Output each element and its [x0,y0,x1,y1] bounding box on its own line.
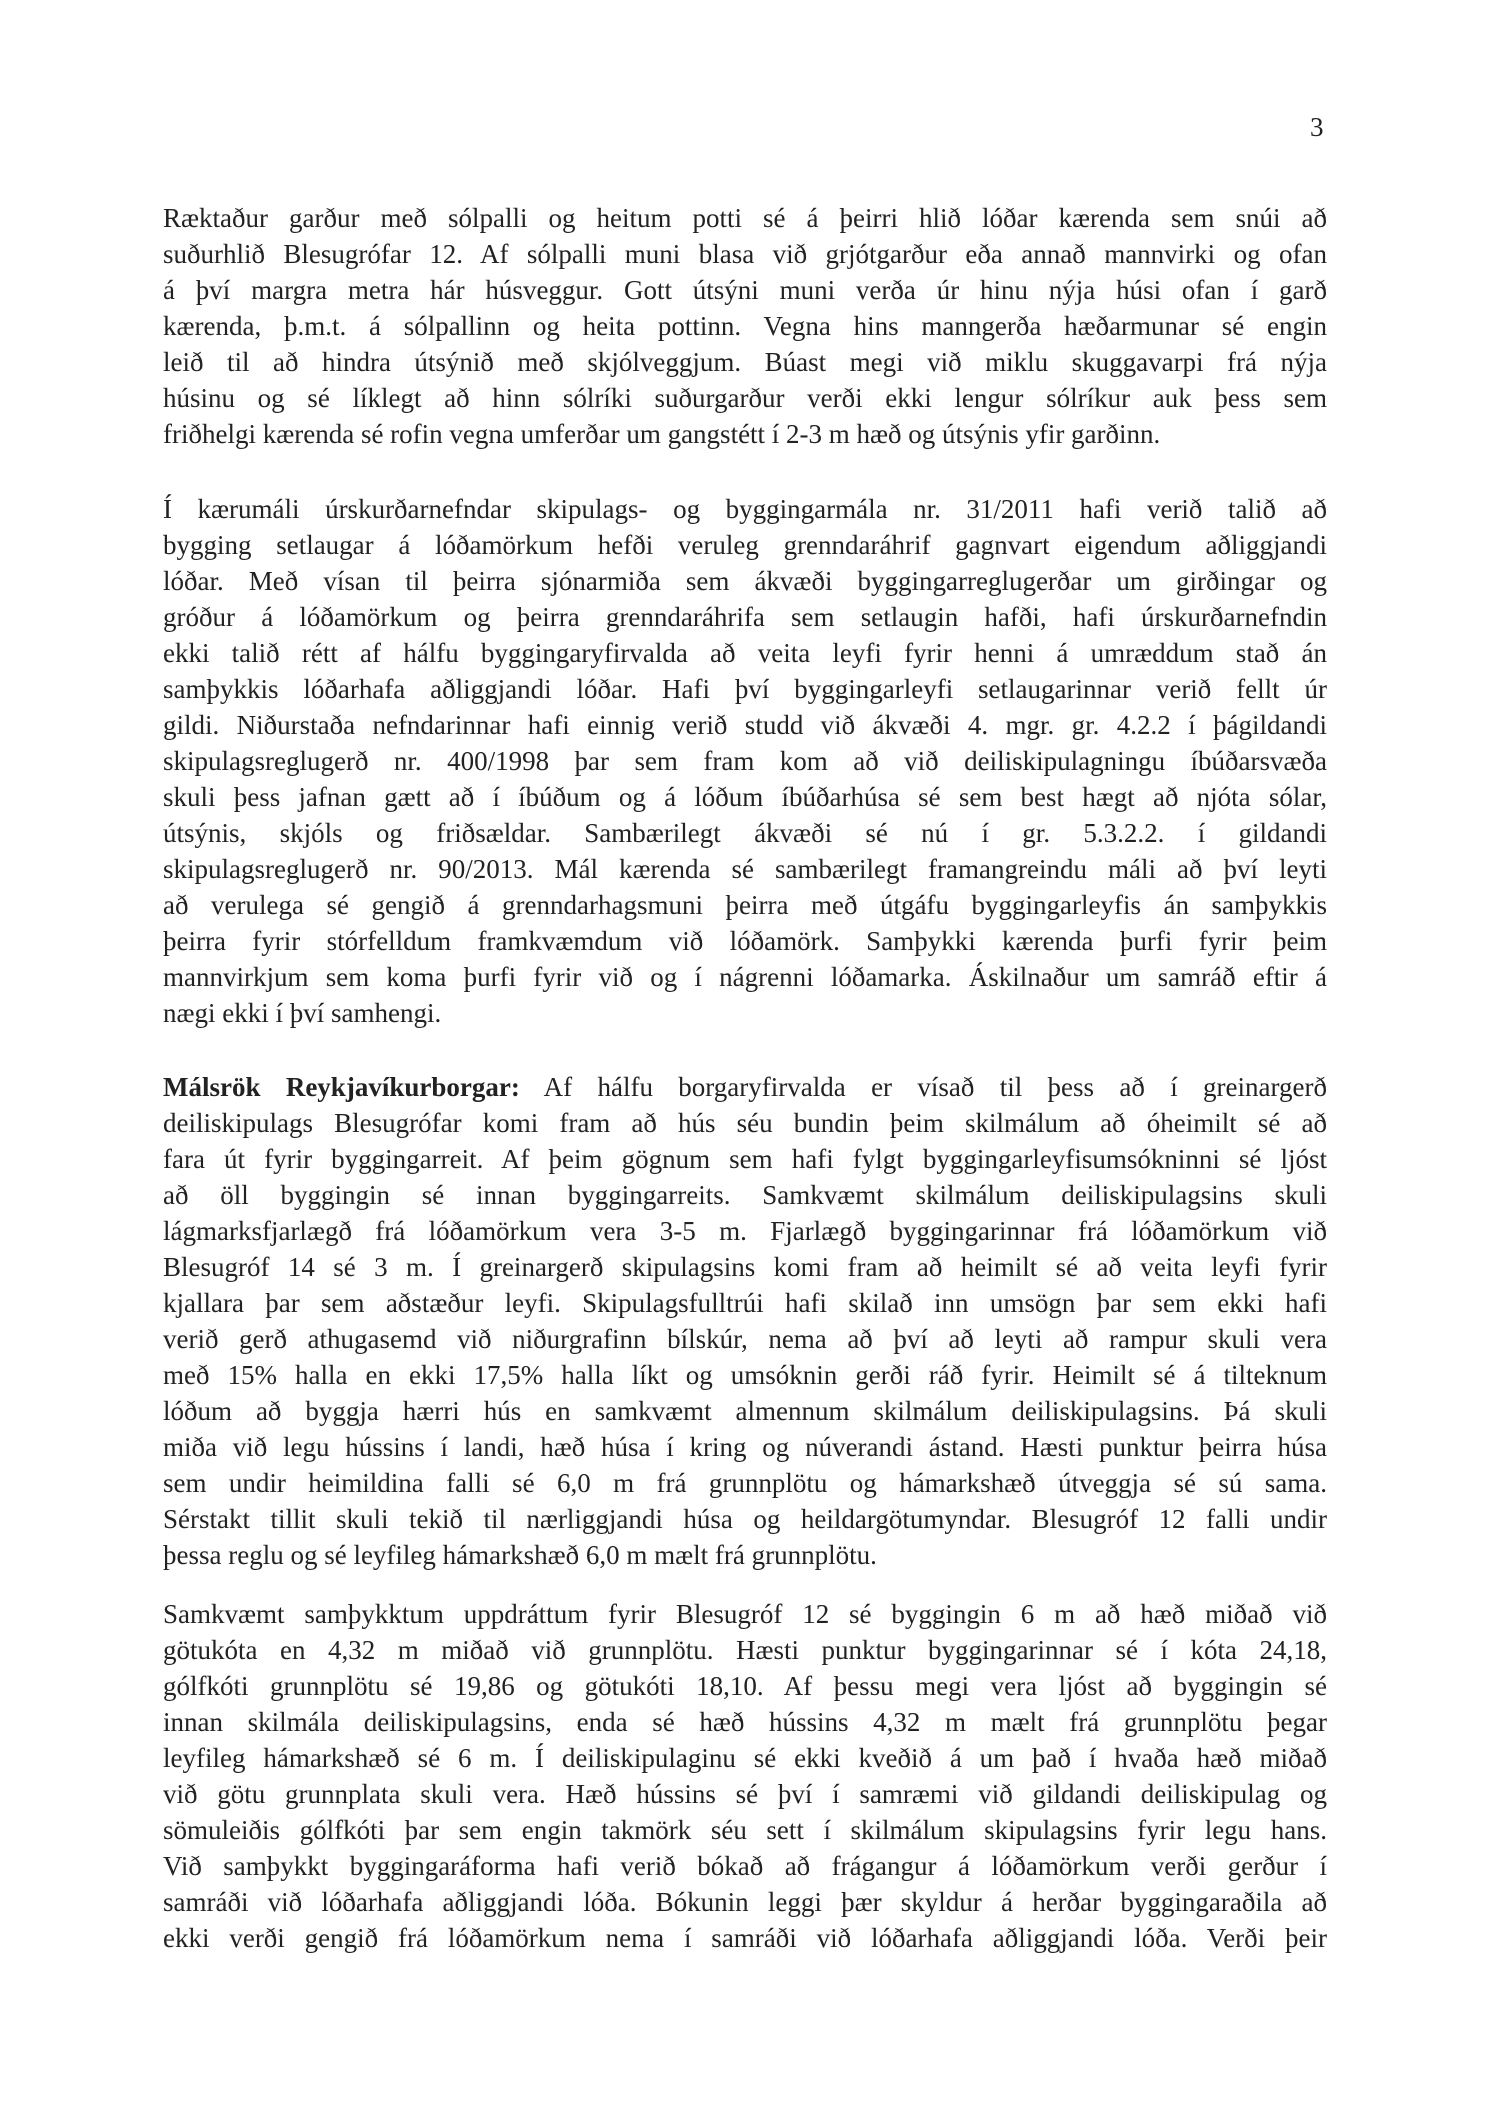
text-line: gólfkóti grunnplötu sé 19,86 og götukóti 18,10. Af þessu megi vera ljóst að byggingin sé [163,1671,1327,1701]
text-line: mannvirkjum sem koma þurfi fyrir við og í nágrenni lóðamarka. Áskilnaður um samráð eftir á [163,962,1327,992]
text-line: kærenda, þ.m.t. á sólpallinn og heita pottinn. Vegna hins manngerða hæðarmunar sé engin [163,311,1327,341]
text-line: deiliskipulags Blesugrófar komi fram að hús séu bundin þeim skilmálum að óheimilt sé að [163,1108,1327,1138]
text-line: kjallara þar sem aðstæður leyfi. Skipulagsfulltrúi hafi skilað inn umsögn þar sem ekki hafi [163,1288,1327,1318]
paragraph-precedent-case [163,491,1327,1031]
text-line: að öll byggingin sé innan byggingarreits. Samkvæmt skilmálum deiliskipulagsins skuli [163,1180,1327,1210]
text-line: suðurhlið Blesugrófar 12. Af sólpalli muni blasa við grjótgarður eða annað mannvirki og ofan [163,239,1327,269]
text-line: Ræktaður garður með sólpalli og heitum potti sé á þeirri hlið lóðar kærenda sem snúi að [163,203,1327,233]
text-line: ekki verði gengið frá lóðamörkum nema í samráði við lóðarhafa aðliggjandi lóða. Verði þeir [163,1923,1327,1953]
section-heading: Málsrök Reykjavíkurborgar: [163,1072,520,1102]
text-line: Blesugróf 14 sé 3 m. Í greinargerð skipulagsins komi fram að heimilt sé að veita leyfi fyrir [163,1252,1327,1282]
text-line: leið til að hindra útsýnið með skjólveggjum. Búast megi við miklu skuggavarpi frá nýja [163,347,1327,377]
text-line: Við samþykkt byggingaráforma hafi verið bókað að frágangur á lóðamörkum verði gerður í [163,1851,1327,1881]
text-line: útsýnis, skjóls og friðsældar. Sambærilegt ákvæði sé nú í gr. 5.3.2.2. í gildandi [163,818,1327,848]
text-line: með 15% halla en ekki 17,5% halla líkt og umsóknin gerði ráð fyrir. Heimilt sé á tilteknum [163,1360,1327,1390]
text-line: gróður á lóðamörkum og þeirra grenndaráhrifa sem setlaugin hafði, hafi úrskurðarnefndin [163,602,1327,632]
text-line: samráði við lóðarhafa aðliggjandi lóða. Bókunin leggi þær skyldur á herðar byggingaraðila að [163,1887,1327,1917]
text-line: götukóta en 4,32 m miðað við grunnplötu. Hæsti punktur byggingarinnar sé í kóta 24,18, [163,1635,1327,1665]
text-line: fara út fyrir byggingarreit. Af þeim gögnum sem hafi fylgt byggingarleyfisumsókninni sé ljóst [163,1144,1327,1174]
paragraph-city-arguments [163,1069,1327,1573]
text-line-content: Af hálfu borgaryfirvalda er vísað til þess að í greinargerð [519,1072,1327,1102]
text-line: leyfileg hámarkshæð sé 6 m. Í deiliskipulaginu sé ekki kveðið á um það í hvaða hæð miðað [163,1743,1327,1773]
text-line: þeirra fyrir stórfelldum framkvæmdum við lóðamörk. Samþykki kærenda þurfi fyrir þeim [163,926,1327,956]
text-line: innan skilmála deiliskipulagsins, enda sé hæð hússins 4,32 m mælt frá grunnplötu þegar [163,1707,1327,1737]
page-number: 3 [1310,112,1324,142]
paragraph-complainant-garden [163,200,1327,452]
text-line: lágmarksfjarlægð frá lóðamörkum vera 3-5 m. Fjarlægð byggingarinnar frá lóðamörkum við [163,1216,1327,1246]
text-line: þessa reglu og sé leyfileg hámarkshæð 6,0 m mælt frá grunnplötu. [163,1540,877,1570]
text-line: Í kærumáli úrskurðarnefndar skipulags- og byggingarmála nr. 31/2011 hafi verið talið að [163,494,1327,524]
text-line: við götu grunnplata skuli vera. Hæð hússins sé því í samræmi við gildandi deiliskipulag og [163,1779,1327,1809]
text-line: gildi. Niðurstaða nefndarinnar hafi einnig verið studd við ákvæði 4. mgr. gr. 4.2.2 í þágildandi [163,710,1327,740]
text-line: lóðar. Með vísan til þeirra sjónarmiða sem ákvæði byggingarreglugerðar um girðingar og [163,566,1327,596]
text-line: ekki talið rétt af hálfu byggingaryfirvalda að veita leyfi fyrir henni á umræddum stað án [163,638,1327,668]
text-line: sem undir heimildina falli sé 6,0 m frá grunnplötu og hámarkshæð útveggja sé sú sama. [163,1468,1327,1498]
text-line: Samkvæmt samþykktum uppdráttum fyrir Blesugróf 12 sé byggingin 6 m að hæð miðað við [163,1599,1327,1629]
text-line: samþykkis lóðarhafa aðliggjandi lóðar. Hafi því byggingarleyfi setlaugarinnar verið fellt úr [163,674,1327,704]
text-line [163,1069,1327,1105]
text-line: Sérstakt tillit skuli tekið til nærliggjandi húsa og heildargötumyndar. Blesugróf 12 falli undir [163,1504,1327,1534]
text-line: húsinu og sé líklegt að hinn sólríki suðurgarður verði ekki lengur sólríkur auk þess sem [163,383,1327,413]
paragraph-approved-drawings [163,1596,1327,1956]
text-line: skipulagsreglugerð nr. 90/2013. Mál kærenda sé sambærilegt framangreindu máli að því leyti [163,854,1327,884]
text-line: friðhelgi kærenda sé rofin vegna umferðar um gangstétt í 2-3 m hæð og útsýnis yfir garðinn. [163,419,1161,449]
text-line: á því margra metra hár húsveggur. Gott útsýni muni verða úr hinu nýja húsi ofan í garð [163,275,1327,305]
text-line: lóðum að byggja hærri hús en samkvæmt almennum skilmálum deiliskipulagsins. Þá skuli [163,1396,1327,1426]
text-line: skuli þess jafnan gætt að í íbúðum og á lóðum íbúðarhúsa sé sem best hægt að njóta sólar, [163,782,1327,812]
text-line: sömuleiðis gólfkóti þar sem engin takmörk séu sett í skilmálum skipulagsins fyrir legu hans. [163,1815,1327,1845]
text-line: miða við legu hússins í landi, hæð húsa í kring og núverandi ástand. Hæsti punktur þeirra húsa [163,1432,1327,1462]
text-line: bygging setlaugar á lóðamörkum hefði veruleg grenndaráhrif gagnvart eigendum aðliggjandi [163,530,1327,560]
text-line: nægi ekki í því samhengi. [163,998,442,1028]
text-line: skipulagsreglugerð nr. 400/1998 þar sem fram kom að við deiliskipulagningu íbúðarsvæða [163,746,1327,776]
text-line: að verulega sé gengið á grenndarhagsmuni þeirra með útgáfu byggingarleyfis án samþykkis [163,890,1327,920]
text-line: verið gerð athugasemd við niðurgrafinn bílskúr, nema að því að leyti að rampur skuli vera [163,1324,1327,1354]
